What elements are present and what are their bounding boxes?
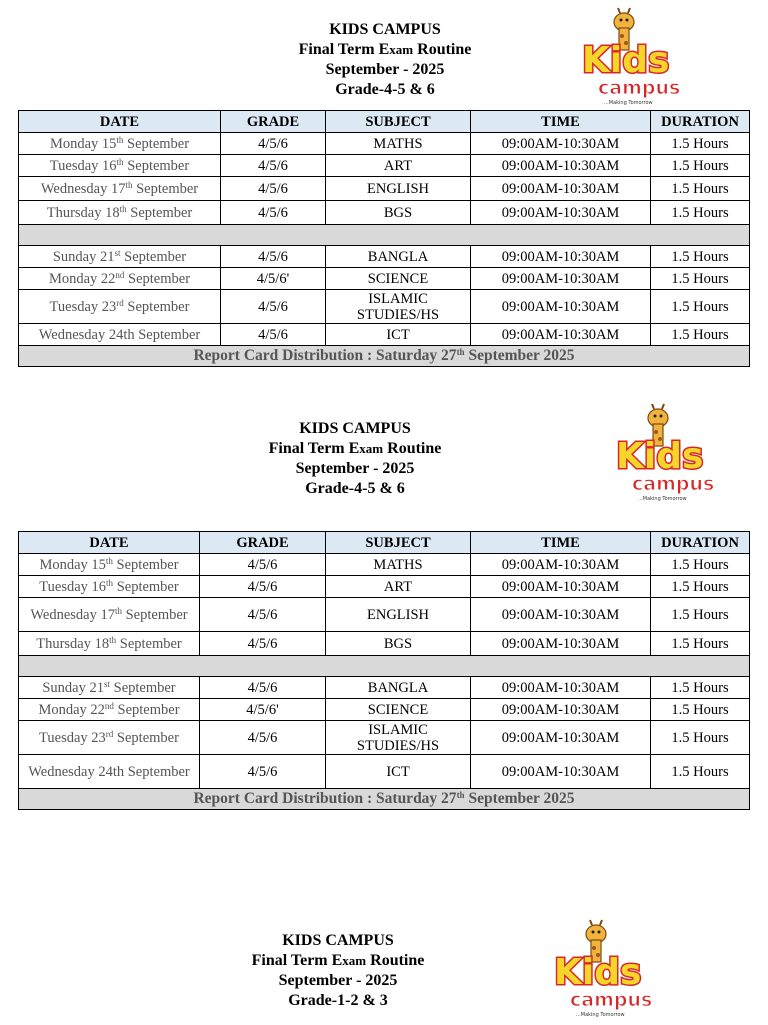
- cell-duration: 1.5 Hours: [651, 324, 750, 346]
- cell-subject: ART: [326, 155, 471, 177]
- cell-time: 09:00AM-10:30AM: [471, 632, 651, 656]
- cell-time: 09:00AM-10:30AM: [471, 177, 651, 201]
- cell-date: Tuesday 23rd September: [19, 290, 221, 324]
- cell-date: Wednesday 24th September: [19, 755, 200, 789]
- cell-date: Wednesday 24th September: [19, 324, 221, 346]
- cell-date: Monday 22nd September: [19, 268, 221, 290]
- cell-subject: BGS: [326, 632, 471, 656]
- cell-duration: 1.5 Hours: [651, 177, 750, 201]
- header-grade: GRADE: [200, 532, 326, 554]
- table-row: [19, 177, 750, 201]
- cell-grade: 4/5/6: [200, 721, 326, 755]
- header-subject: SUBJECT: [326, 532, 471, 554]
- header-duration: DURATION: [651, 111, 750, 133]
- cell-grade: 4/5/6: [221, 246, 326, 268]
- cell-subject: ICT: [326, 755, 471, 789]
- header-time: TIME: [471, 111, 651, 133]
- cell-date: Sunday 21st September: [19, 677, 200, 699]
- table-header-row: [19, 532, 750, 554]
- cell-date: Thursday 18th September: [19, 632, 200, 656]
- table-header-row: [19, 111, 750, 133]
- exam-routine-table-1: [18, 110, 750, 367]
- cell-time: 09:00AM-10:30AM: [471, 133, 651, 155]
- cell-duration: 1.5 Hours: [651, 290, 750, 324]
- report-card-distribution: Report Card Distribution : Saturday 27th September 2025: [19, 346, 750, 367]
- header-time: TIME: [471, 532, 651, 554]
- school-name: KIDS CAMPUS: [329, 21, 441, 38]
- kids-campus-logo-graphic: [612, 402, 730, 504]
- table-row: [19, 246, 750, 268]
- svg-text:campus: campus: [570, 989, 653, 1011]
- cell-subject: ISLAMIC STUDIES/HS: [326, 290, 471, 324]
- table-row: [19, 699, 750, 721]
- cell-subject: BGS: [326, 201, 471, 225]
- kids-campus-logo-graphic: [578, 6, 696, 108]
- cell-grade: 4/5/6: [221, 155, 326, 177]
- cell-subject: MATHS: [326, 133, 471, 155]
- cell-duration: 1.5 Hours: [651, 201, 750, 225]
- table-row: [19, 576, 750, 598]
- routine-title: Final Term Exam Routine: [268, 440, 442, 457]
- section-2-heading: [200, 419, 510, 499]
- cell-duration: 1.5 Hours: [651, 632, 750, 656]
- cell-date: Thursday 18th September: [19, 201, 221, 225]
- cell-duration: 1.5 Hours: [651, 677, 750, 699]
- cell-grade: 4/5/6: [221, 324, 326, 346]
- header-subject: SUBJECT: [326, 111, 471, 133]
- routine-month: September - 2025: [295, 460, 415, 477]
- cell-subject: ENGLISH: [326, 177, 471, 201]
- cell-grade: 4/5/6: [221, 290, 326, 324]
- svg-text:Kids: Kids: [554, 952, 642, 993]
- header-grade: GRADE: [221, 111, 326, 133]
- grade-line: Grade-4-5 & 6: [305, 480, 405, 497]
- cell-subject: ART: [326, 576, 471, 598]
- cell-date: Monday 22nd September: [19, 699, 200, 721]
- table-row: [19, 268, 750, 290]
- cell-grade: 4/5/6: [200, 598, 326, 632]
- cell-date: Wednesday 17th September: [19, 598, 200, 632]
- cell-time: 09:00AM-10:30AM: [471, 721, 651, 755]
- cell-time: 09:00AM-10:30AM: [471, 576, 651, 598]
- table-row: [19, 721, 750, 755]
- cell-subject: ICT: [326, 324, 471, 346]
- school-name: KIDS CAMPUS: [299, 420, 411, 437]
- cell-grade: 4/5/6': [200, 699, 326, 721]
- cell-date: Monday 15th September: [19, 554, 200, 576]
- cell-time: 09:00AM-10:30AM: [471, 554, 651, 576]
- cell-duration: 1.5 Hours: [651, 699, 750, 721]
- cell-date: Tuesday 16th September: [19, 155, 221, 177]
- cell-time: 09:00AM-10:30AM: [471, 324, 651, 346]
- cell-time: 09:00AM-10:30AM: [471, 201, 651, 225]
- grade-line: Grade-4-5 & 6: [335, 81, 435, 98]
- cell-grade: 4/5/6: [221, 201, 326, 225]
- table-row: [19, 677, 750, 699]
- cell-subject: SCIENCE: [326, 699, 471, 721]
- svg-text:...Making Tomorrow: ...Making Tomorrow: [604, 100, 653, 106]
- separator-cell: [19, 656, 750, 677]
- cell-duration: 1.5 Hours: [651, 268, 750, 290]
- svg-text:Kids: Kids: [582, 40, 670, 81]
- cell-duration: 1.5 Hours: [651, 598, 750, 632]
- svg-text:campus: campus: [598, 77, 681, 99]
- cell-duration: 1.5 Hours: [651, 133, 750, 155]
- header-date: DATE: [19, 111, 221, 133]
- week-separator-row: [19, 225, 750, 246]
- separator-cell: [19, 225, 750, 246]
- cell-time: 09:00AM-10:30AM: [471, 677, 651, 699]
- section-1-heading: [230, 20, 540, 100]
- routine-month: September - 2025: [278, 972, 398, 989]
- cell-grade: 4/5/6: [200, 755, 326, 789]
- grade-line: Grade-1-2 & 3: [288, 992, 388, 1009]
- svg-text:campus: campus: [632, 473, 715, 495]
- kids-campus-logo: [612, 402, 730, 509]
- routine-title: Final Term Exam Routine: [298, 41, 472, 58]
- table-row: [19, 755, 750, 789]
- kids-campus-logo: [578, 6, 696, 113]
- cell-grade: 4/5/6: [200, 677, 326, 699]
- cell-time: 09:00AM-10:30AM: [471, 246, 651, 268]
- cell-duration: 1.5 Hours: [651, 554, 750, 576]
- section-3-heading: [183, 931, 493, 1011]
- svg-text:Kids: Kids: [616, 436, 704, 477]
- cell-subject: MATHS: [326, 554, 471, 576]
- table-row: [19, 598, 750, 632]
- cell-duration: 1.5 Hours: [651, 755, 750, 789]
- cell-grade: 4/5/6': [221, 268, 326, 290]
- header-date: DATE: [19, 532, 200, 554]
- cell-grade: 4/5/6: [200, 632, 326, 656]
- cell-date: Tuesday 23rd September: [19, 721, 200, 755]
- cell-time: 09:00AM-10:30AM: [471, 598, 651, 632]
- cell-time: 09:00AM-10:30AM: [471, 290, 651, 324]
- table-row: [19, 632, 750, 656]
- cell-date: Sunday 21st September: [19, 246, 221, 268]
- cell-time: 09:00AM-10:30AM: [471, 268, 651, 290]
- cell-time: 09:00AM-10:30AM: [471, 755, 651, 789]
- report-card-row: [19, 346, 750, 367]
- cell-date: Wednesday 17th September: [19, 177, 221, 201]
- cell-time: 09:00AM-10:30AM: [471, 155, 651, 177]
- header-duration: DURATION: [651, 532, 750, 554]
- report-card-row: [19, 789, 750, 810]
- cell-subject: ENGLISH: [326, 598, 471, 632]
- cell-grade: 4/5/6: [221, 133, 326, 155]
- cell-time: 09:00AM-10:30AM: [471, 699, 651, 721]
- cell-subject: BANGLA: [326, 677, 471, 699]
- table-row: [19, 554, 750, 576]
- cell-date: Tuesday 16th September: [19, 576, 200, 598]
- cell-subject: SCIENCE: [326, 268, 471, 290]
- table-row: [19, 290, 750, 324]
- svg-text:...Making Tomorrow: ...Making Tomorrow: [576, 1012, 625, 1018]
- cell-grade: 4/5/6: [221, 177, 326, 201]
- cell-grade: 4/5/6: [200, 554, 326, 576]
- report-card-distribution: Report Card Distribution : Saturday 27th September 2025: [19, 789, 750, 810]
- cell-duration: 1.5 Hours: [651, 246, 750, 268]
- exam-routine-table-2: [18, 531, 750, 810]
- routine-title: Final Term Exam Routine: [251, 952, 425, 969]
- week-separator-row: [19, 656, 750, 677]
- cell-subject: ISLAMIC STUDIES/HS: [326, 721, 471, 755]
- cell-duration: 1.5 Hours: [651, 576, 750, 598]
- table-row: [19, 324, 750, 346]
- table-row: [19, 133, 750, 155]
- kids-campus-logo: [550, 918, 668, 1025]
- svg-text:...Making Tomorrow: ...Making Tomorrow: [638, 496, 687, 502]
- school-name: KIDS CAMPUS: [282, 932, 394, 949]
- table-row: [19, 155, 750, 177]
- cell-duration: 1.5 Hours: [651, 721, 750, 755]
- kids-campus-logo-graphic: [550, 918, 668, 1020]
- cell-grade: 4/5/6: [200, 576, 326, 598]
- cell-duration: 1.5 Hours: [651, 155, 750, 177]
- routine-month: September - 2025: [325, 61, 445, 78]
- cell-subject: BANGLA: [326, 246, 471, 268]
- table-row: [19, 201, 750, 225]
- cell-date: Monday 15th September: [19, 133, 221, 155]
